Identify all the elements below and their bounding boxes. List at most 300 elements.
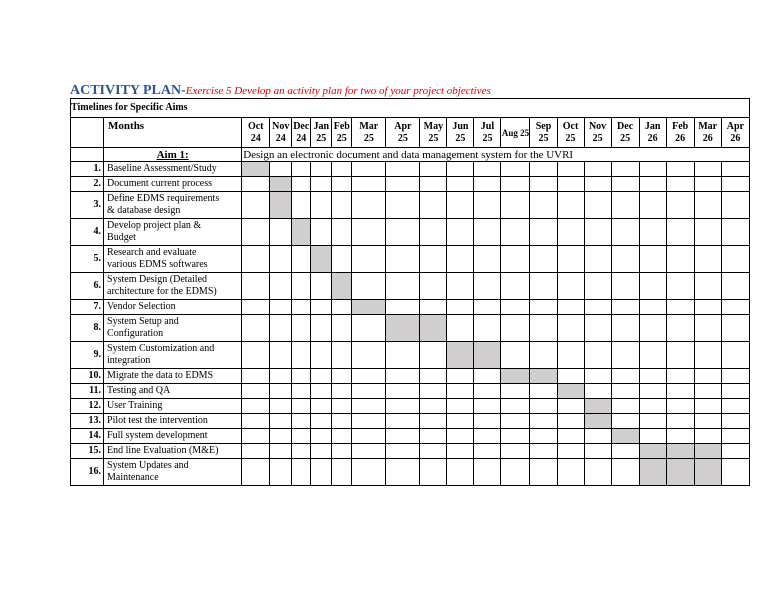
timeline-cell <box>557 459 584 486</box>
timeline-cell <box>666 273 694 300</box>
timeline-cell <box>474 300 501 315</box>
activity-number: 1. <box>71 162 104 177</box>
heading-subtitle: Exercise 5 Develop an activity plan for two of your project objectives <box>185 85 491 97</box>
timeline-cell <box>270 399 292 414</box>
timeline-cell <box>292 384 311 399</box>
timeline-cell <box>242 177 270 192</box>
timeline-cell <box>420 219 447 246</box>
timeline-cell <box>639 369 666 384</box>
timeline-cell <box>352 369 386 384</box>
timeline-cell <box>530 384 557 399</box>
month-year: 26 <box>702 132 713 144</box>
activity-number: 3. <box>71 192 104 219</box>
activity-name-line: Migrate the data to EDMS <box>107 370 214 381</box>
timeline-cell <box>666 246 694 273</box>
timeline-cell <box>584 429 611 444</box>
timeline-cell <box>611 459 639 486</box>
timeline-cell <box>447 177 474 192</box>
timeline-cell <box>557 162 584 177</box>
timeline-cell <box>270 369 292 384</box>
timeline-cell <box>352 192 386 219</box>
timeline-cell <box>386 219 420 246</box>
timeline-cell <box>352 315 386 342</box>
timeline-cell <box>332 300 352 315</box>
timeline-cell-shaded <box>584 414 611 429</box>
timeline-cell-shaded <box>666 444 694 459</box>
timeline-cell <box>386 429 420 444</box>
month-header <box>639 118 666 148</box>
activity-number: 10. <box>71 369 104 384</box>
activity-name-line: Vendor Selection <box>107 301 176 312</box>
activity-name <box>104 429 242 444</box>
activity-row <box>71 342 750 369</box>
timeline-cell <box>584 300 611 315</box>
timeline-cell <box>311 399 332 414</box>
month-name: Jan <box>313 120 330 132</box>
timeline-cell <box>311 177 332 192</box>
timeline-cell <box>501 219 530 246</box>
timeline-cell <box>420 162 447 177</box>
activity-number: 16. <box>71 459 104 486</box>
timeline-cell <box>270 219 292 246</box>
month-year: 25 <box>482 132 493 144</box>
timeline-cell <box>386 369 420 384</box>
month-year: 26 <box>647 132 658 144</box>
activity-name <box>104 369 242 384</box>
activity-row <box>71 192 750 219</box>
timeline-cell <box>666 384 694 399</box>
timeline-cell <box>474 219 501 246</box>
timeline-cell <box>242 384 270 399</box>
timeline-cell <box>386 246 420 273</box>
activity-name-line: System Customization and <box>107 343 215 354</box>
timeline-cell <box>584 162 611 177</box>
timeline-cell <box>639 177 666 192</box>
timeline-cell <box>332 162 352 177</box>
timeline-cell <box>530 219 557 246</box>
timeline-cell <box>292 162 311 177</box>
month-header <box>611 118 639 148</box>
timeline-cell <box>292 429 311 444</box>
timeline-cell <box>311 162 332 177</box>
timeline-cell <box>530 429 557 444</box>
timeline-cell <box>447 399 474 414</box>
month-name: Feb <box>672 120 689 132</box>
timeline-cell <box>694 192 721 219</box>
timeline-cell <box>242 342 270 369</box>
timeline-cell-shaded <box>666 459 694 486</box>
timeline-cell <box>386 177 420 192</box>
timeline-cell <box>332 459 352 486</box>
timeline-cell <box>721 342 749 369</box>
timeline-cell <box>242 300 270 315</box>
timeline-cell <box>270 414 292 429</box>
timeline-cell <box>352 429 386 444</box>
activity-row <box>71 414 750 429</box>
timeline-cell <box>721 192 749 219</box>
activity-name <box>104 459 242 486</box>
timeline-cell <box>694 384 721 399</box>
timeline-cell <box>474 399 501 414</box>
timeline-cell <box>721 315 749 342</box>
timeline-cell <box>557 369 584 384</box>
months-header-row <box>71 118 750 148</box>
timeline-cell <box>611 246 639 273</box>
activity-plan-heading <box>70 82 491 99</box>
timeline-cell <box>694 369 721 384</box>
timeline-cell <box>242 192 270 219</box>
activity-name-line: Testing and QA <box>107 385 171 396</box>
timeline-cell <box>639 192 666 219</box>
timeline-cell <box>447 459 474 486</box>
timeline-cell <box>694 342 721 369</box>
timeline-cell <box>694 162 721 177</box>
timeline-cell <box>584 342 611 369</box>
timeline-cell-shaded <box>694 444 721 459</box>
activity-name <box>104 300 242 315</box>
timeline-cell-shaded <box>270 177 292 192</box>
timeline-cell <box>420 444 447 459</box>
timeline-cell <box>694 177 721 192</box>
timeline-cell <box>530 300 557 315</box>
timeline-cell <box>352 414 386 429</box>
activity-name-line: Baseline Assessment/Study <box>107 163 217 174</box>
activity-name-line: integration <box>107 355 151 366</box>
timeline-cell <box>694 429 721 444</box>
activity-row <box>71 384 750 399</box>
timeline-cell <box>530 399 557 414</box>
timeline-cell <box>501 429 530 444</box>
activity-name <box>104 384 242 399</box>
timeline-cell <box>666 219 694 246</box>
timeline-cell <box>557 219 584 246</box>
timeline-cell <box>666 300 694 315</box>
timeline-cell <box>530 162 557 177</box>
month-year: 24 <box>275 132 286 144</box>
timeline-cell <box>332 342 352 369</box>
timeline-cell <box>666 162 694 177</box>
timeline-cell-shaded <box>420 315 447 342</box>
timeline-cell <box>474 246 501 273</box>
table-title: Timelines for Specific Aims <box>71 99 750 118</box>
timeline-cell-shaded <box>447 342 474 369</box>
activity-row <box>71 369 750 384</box>
timeline-cell <box>420 192 447 219</box>
timeline-cell <box>447 273 474 300</box>
timeline-cell-shaded <box>311 246 332 273</box>
timeline-cell <box>639 300 666 315</box>
timeline-cell <box>666 342 694 369</box>
timeline-cell <box>530 192 557 219</box>
month-name: Nov <box>588 120 607 132</box>
timeline-cell <box>530 246 557 273</box>
timeline-cell <box>447 369 474 384</box>
timeline-cell <box>474 315 501 342</box>
activity-row <box>71 177 750 192</box>
timeline-cell <box>352 219 386 246</box>
timeline-cell <box>270 384 292 399</box>
timeline-cell <box>639 414 666 429</box>
timeline-cell <box>386 342 420 369</box>
timeline-cell <box>311 369 332 384</box>
activity-name <box>104 162 242 177</box>
month-name: Apr <box>726 120 744 132</box>
timeline-cell <box>311 342 332 369</box>
timeline-cell <box>611 315 639 342</box>
month-year: 25 <box>538 132 549 144</box>
timeline-cell <box>474 177 501 192</box>
timeline-cell <box>352 177 386 192</box>
timeline-cell <box>666 177 694 192</box>
activity-row <box>71 219 750 246</box>
activity-number: 9. <box>71 342 104 369</box>
timeline-cell <box>666 315 694 342</box>
timeline-cell <box>352 162 386 177</box>
timeline-cell <box>292 342 311 369</box>
timeline-cell-shaded <box>270 192 292 219</box>
timeline-cell <box>311 273 332 300</box>
blank-corner-cell <box>71 118 104 148</box>
timeline-cell <box>386 192 420 219</box>
timeline-cell <box>694 414 721 429</box>
timeline-cell <box>557 192 584 219</box>
month-name: Aug 25 <box>501 127 530 138</box>
months-label: Months <box>104 118 242 148</box>
timeline-cell <box>721 300 749 315</box>
month-header <box>352 118 386 148</box>
timeline-cell <box>584 384 611 399</box>
timeline-cell <box>501 414 530 429</box>
timeline-cell <box>530 459 557 486</box>
timeline-cell <box>420 384 447 399</box>
month-header <box>292 118 311 148</box>
month-year: 25 <box>620 132 631 144</box>
timeline-cell <box>386 444 420 459</box>
timeline-cell <box>311 414 332 429</box>
month-year: 24 <box>250 132 261 144</box>
timeline-cell <box>501 162 530 177</box>
month-name: Jul <box>480 120 495 132</box>
activity-name-line: End line Evaluation (M&E) <box>107 445 219 456</box>
table-title-row <box>71 99 750 118</box>
month-year: 25 <box>592 132 603 144</box>
month-header <box>311 118 332 148</box>
month-header <box>721 118 749 148</box>
timeline-cell <box>332 369 352 384</box>
timeline-cell <box>611 273 639 300</box>
timeline-table <box>70 98 750 486</box>
timeline-cell <box>292 246 311 273</box>
activity-name-line: Full system development <box>107 430 208 441</box>
month-name: Oct <box>247 120 264 132</box>
timeline-cell <box>386 384 420 399</box>
activity-number: 2. <box>71 177 104 192</box>
timeline-cell <box>474 429 501 444</box>
month-header <box>270 118 292 148</box>
timeline-cell <box>474 192 501 219</box>
timeline-cell <box>584 369 611 384</box>
timeline-cell <box>530 444 557 459</box>
activity-number: 6. <box>71 273 104 300</box>
timeline-cell-shaded <box>242 162 270 177</box>
timeline-cell <box>694 219 721 246</box>
timeline-cell <box>447 300 474 315</box>
month-year: 25 <box>336 132 347 144</box>
timeline-cell <box>420 342 447 369</box>
month-name: Mar <box>359 120 379 132</box>
timeline-cell-shaded <box>292 219 311 246</box>
activity-name-line: Pilot test the intervention <box>107 415 208 426</box>
timeline-cell <box>694 273 721 300</box>
activity-row <box>71 162 750 177</box>
timeline-cell <box>611 369 639 384</box>
timeline-cell <box>694 399 721 414</box>
timeline-cell <box>530 177 557 192</box>
activity-name <box>104 315 242 342</box>
timeline-cell <box>584 177 611 192</box>
activity-name-line: System Design (Detailed <box>107 274 208 285</box>
timeline-cell <box>292 414 311 429</box>
activity-row <box>71 399 750 414</box>
timeline-cell <box>721 162 749 177</box>
month-header <box>420 118 447 148</box>
timeline-cell <box>557 300 584 315</box>
activity-number: 12. <box>71 399 104 414</box>
timeline-cell <box>311 219 332 246</box>
timeline-cell-shaded <box>352 300 386 315</box>
timeline-cell <box>447 429 474 444</box>
timeline-cell <box>611 444 639 459</box>
month-header <box>557 118 584 148</box>
timeline-cell <box>242 246 270 273</box>
timeline-cell <box>721 399 749 414</box>
timeline-cell <box>311 315 332 342</box>
timeline-cell <box>311 192 332 219</box>
timeline-cell <box>270 429 292 444</box>
month-name: Mar <box>698 120 718 132</box>
month-name: Apr <box>394 120 412 132</box>
activity-number: 7. <box>71 300 104 315</box>
activity-name <box>104 342 242 369</box>
month-name: Jan <box>644 120 661 132</box>
timeline-cell <box>611 384 639 399</box>
timeline-cell <box>352 246 386 273</box>
timeline-cell <box>611 219 639 246</box>
month-name: Nov <box>272 120 290 132</box>
timeline-cell <box>420 399 447 414</box>
timeline-cell <box>332 192 352 219</box>
activity-row <box>71 273 750 300</box>
timeline-cell <box>292 459 311 486</box>
timeline-cell <box>501 399 530 414</box>
activity-name <box>104 399 242 414</box>
timeline-cell-shaded <box>530 369 557 384</box>
activity-row <box>71 246 750 273</box>
timeline-cell <box>270 342 292 369</box>
month-header <box>584 118 611 148</box>
activity-name-line: Research and evaluate <box>107 247 197 258</box>
timeline-cell <box>420 273 447 300</box>
month-year: 26 <box>730 132 741 144</box>
timeline-cell-shaded <box>694 459 721 486</box>
timeline-cell <box>420 429 447 444</box>
timeline-cell <box>666 429 694 444</box>
activity-number: 14. <box>71 429 104 444</box>
month-name: Sep <box>535 120 552 132</box>
timeline-cell <box>557 246 584 273</box>
timeline-cell <box>611 414 639 429</box>
timeline-cell <box>447 315 474 342</box>
timeline-cell <box>639 342 666 369</box>
timeline-cell <box>639 315 666 342</box>
timeline-cell <box>292 315 311 342</box>
timeline-cell <box>694 246 721 273</box>
timeline-cell <box>242 219 270 246</box>
timeline-cell <box>721 177 749 192</box>
activity-name-line: architecture for the EDMS) <box>107 286 217 297</box>
timeline-cell-shaded <box>501 369 530 384</box>
timeline-cell <box>557 444 584 459</box>
timeline-cell-shaded <box>332 273 352 300</box>
timeline-cell <box>447 192 474 219</box>
activity-name-line: & database design <box>107 205 181 216</box>
activity-name <box>104 192 242 219</box>
activity-number: 15. <box>71 444 104 459</box>
month-name: Dec <box>293 120 310 132</box>
timeline-cell <box>721 219 749 246</box>
timeline-cell <box>270 273 292 300</box>
timeline-cell <box>332 384 352 399</box>
activity-number: 5. <box>71 246 104 273</box>
timeline-cell <box>611 342 639 369</box>
timeline-cell <box>311 300 332 315</box>
timeline-cell <box>292 444 311 459</box>
timeline-cell-shaded <box>584 399 611 414</box>
timeline-cell <box>386 273 420 300</box>
timeline-cell-shaded <box>386 315 420 342</box>
timeline-cell <box>530 414 557 429</box>
timeline-cell <box>611 399 639 414</box>
timeline-cell-shaded <box>639 444 666 459</box>
timeline-cell-shaded <box>611 429 639 444</box>
timeline-cell <box>420 177 447 192</box>
timeline-cell <box>332 444 352 459</box>
timeline-cell <box>242 429 270 444</box>
timeline-cell <box>639 273 666 300</box>
timeline-cell <box>474 459 501 486</box>
activity-number: 13. <box>71 414 104 429</box>
timeline-cell <box>611 300 639 315</box>
timeline-cell <box>332 414 352 429</box>
timeline-cell <box>721 273 749 300</box>
activity-name <box>104 273 242 300</box>
timeline-cell <box>242 444 270 459</box>
activity-row <box>71 315 750 342</box>
timeline-cell <box>501 192 530 219</box>
timeline-cell <box>311 459 332 486</box>
month-name: Feb <box>333 120 350 132</box>
month-header <box>474 118 501 148</box>
timeline-cell <box>557 273 584 300</box>
month-header <box>447 118 474 148</box>
timeline-cell <box>639 219 666 246</box>
month-name: Dec <box>617 120 634 132</box>
timeline-cell <box>721 444 749 459</box>
timeline-cell <box>721 384 749 399</box>
timeline-cell <box>270 162 292 177</box>
timeline-cell <box>557 414 584 429</box>
month-year: 25 <box>455 132 466 144</box>
